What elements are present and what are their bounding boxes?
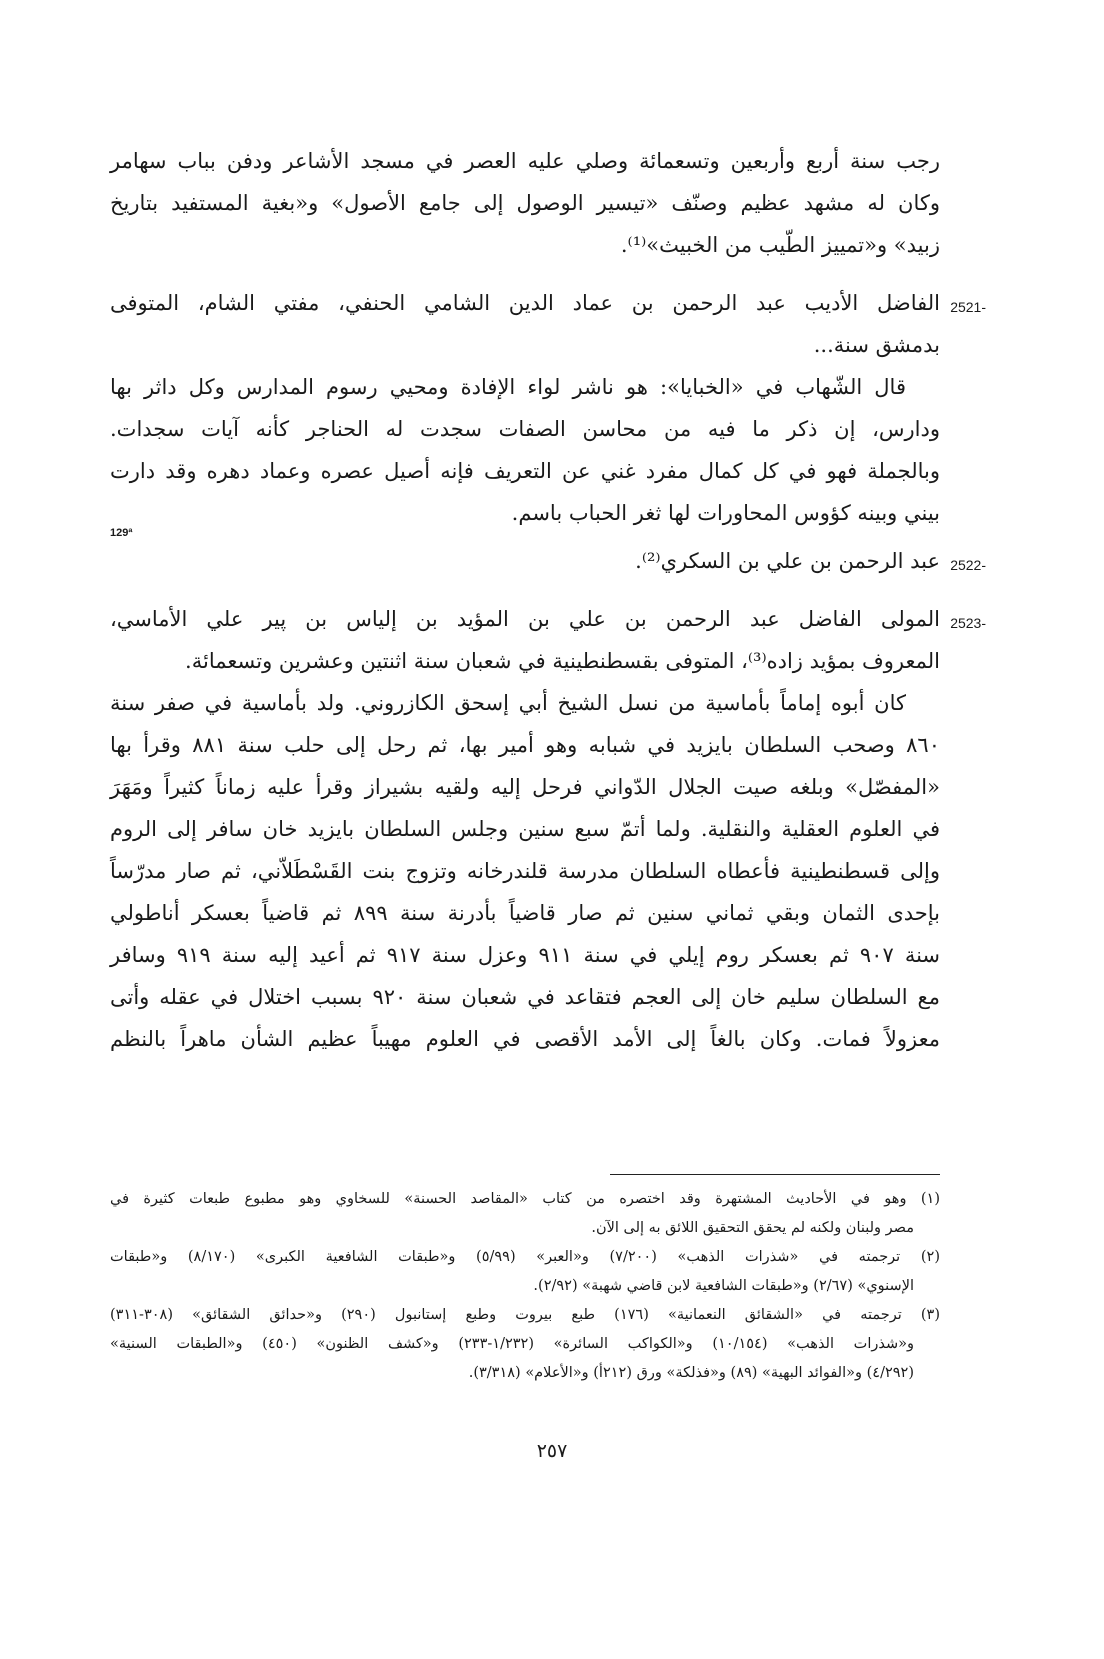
text-line: رجب سنة أربع وأربعين وتسعمائة وصلي عليه العصر في مسجد الأشاعر ودفن بباب سهامر (110, 149, 940, 173)
text-line: زبيد» و«تمييز الطّيب من الخبيث»⁽¹⁾. (620, 233, 940, 257)
entry-2522 (110, 540, 986, 582)
footnote-line: (٣) ترجمته في «الشقائق النعمانية» (١٧٦) طبع بيروت وطبع إستانبول (٢٩٠) و«حدائق الشقائق» (٣٠٨-٣١١) (110, 1307, 940, 1323)
text-line: معزولاً فمات. وكان بالغاً إلى الأمد الأقصى في العلوم مهيباً عظيم الشأن ماهراً بالنظم (110, 1027, 940, 1051)
text-line: المعروف بمؤيد زاده⁽³⁾، المتوفى بقسطنطينية في شعبان سنة اثنتين وعشرين وتسعمائة. (185, 649, 940, 673)
text-line: وبالجملة فهو في كل كمال مفرد غني عن التعريف فإنه أصيل عصره وعماد دهره وقد دارت (110, 459, 940, 483)
text-line: مع السلطان سليم خان إلى العجم فتقاعد في شعبان سنة ٩٢٠ بسبب اختلال في عقله وأتى (110, 985, 940, 1009)
footnote-line: و«شذرات الذهب» (١٠/١٥٤) و«الكواكب السائرة» (١/٢٣٢-٢٣٣) و«كشف الظنون» (٤٥٠) و«الطبقات السنية» (110, 1336, 915, 1352)
entry-number: 2521- (950, 299, 986, 315)
footnote-line: (٤/٢٩٢) و«الفوائد البهية» (٨٩) و«فذلكة» ورق (٢١٢أ) و«الأعلام» (٣/٣١٨). (468, 1365, 914, 1381)
text-line: في العلوم العقلية والنقلية. ولما أتمّ سبع سنين وجلس السلطان بايزيد خان سافر إلى الروم (110, 817, 940, 841)
entry-2523 (110, 598, 986, 640)
entry-title: المولى الفاضل عبد الرحمن بن علي بن المؤيد بن إلياس بن پير علي الأماسي، (110, 607, 940, 631)
entry-2521 (110, 282, 986, 324)
text-line: ودارس، إن ذكر ما فيه من محاسن الصفات سجدت له الحناجر كأنه آيات سجدات. (110, 417, 940, 441)
marginal-folio-mark: 129ª (110, 527, 133, 539)
main-text (110, 140, 986, 1060)
text-line: وكان له مشهد عظيم وصنّف «تيسير الوصول إلى جامع الأصول» و«بغية المستفيد بتاريخ (110, 191, 940, 215)
footnote-line: (١) وهو في الأحاديث المشتهرة وقد اختصره من كتاب «المقاصد الحسنة» للسخاوي وهو مطبوع طبعات كثيرة في (110, 1191, 940, 1207)
text-line: سنة ٩٠٧ ثم بعسكر روم إيلي في سنة ٩١١ وعزل سنة ٩١٧ ثم أعيد إليه سنة ٩١٩ وسافر (110, 943, 941, 967)
text-line: بإحدى الثمان وبقي ثماني سنين ثم صار قاضياً بأدرنة سنة ٨٩٩ ثم قاضياً بعسكر أناطولي (110, 901, 940, 925)
text-line: بدمشق سنة... (813, 333, 940, 357)
text-line: بيني وبينه كؤوس المحاورات لها ثغر الحباب باسم. (511, 501, 940, 525)
text-line: قال الشّهاب في «الخبايا»: هو ناشر لواء الإفادة ومحيي رسوم المدارس وكل داثر بها (110, 375, 906, 399)
text-line: كان أبوه إماماً بأماسية من نسل الشيخ أبي إسحق الكازروني. ولد بأماسية في صفر سنة (110, 691, 906, 715)
footnote-divider (610, 1174, 940, 1175)
footnote-line: الإسنوي» (٢/٦٧) و«طبقات الشافعية لابن قاضي شهبة» (٢/٩٢). (533, 1278, 914, 1294)
entry-number: 2522- (950, 557, 986, 573)
page-number: ٢٥٧ (536, 1440, 568, 1462)
entry-title: عبد الرحمن بن علي بن السكري⁽²⁾. (635, 549, 940, 573)
text-line: ٨٦٠ وصحب السلطان بايزيد في شبابه وهو أمير بها، ثم رحل إلى حلب سنة ٨٨١ وقرأ بها (110, 733, 940, 757)
footnote-line: (٢) ترجمته في «شذرات الذهب» (٧/٢٠٠) و«العبر» (٥/٩٩) و«طبقات الشافعية الكبرى» (٨/١٧٠) و«طبقات (110, 1249, 940, 1265)
text-line: «المفصّل» وبلغه صيت الجلال الدّواني فرحل إليه ولقيه بشيراز وقرأ عليه زماناً كثيراً ومَهَرَ (110, 775, 940, 799)
entry-number: 2523- (950, 615, 986, 631)
entry-title: الفاضل الأديب عبد الرحمن بن عماد الدين الشامي الحنفي، مفتي الشام، المتوفى (110, 291, 940, 315)
text-line: وإلى قسطنطينية فأعطاه السلطان مدرسة قلندرخانه وتزوج بنت القَسْطَلاّني، ثم صار مدرّساً (110, 859, 940, 883)
footnotes (110, 1185, 940, 1388)
footnote-line: مصر ولبنان ولكنه لم يحقق التحقيق اللائق به إلى الآن. (591, 1220, 914, 1236)
